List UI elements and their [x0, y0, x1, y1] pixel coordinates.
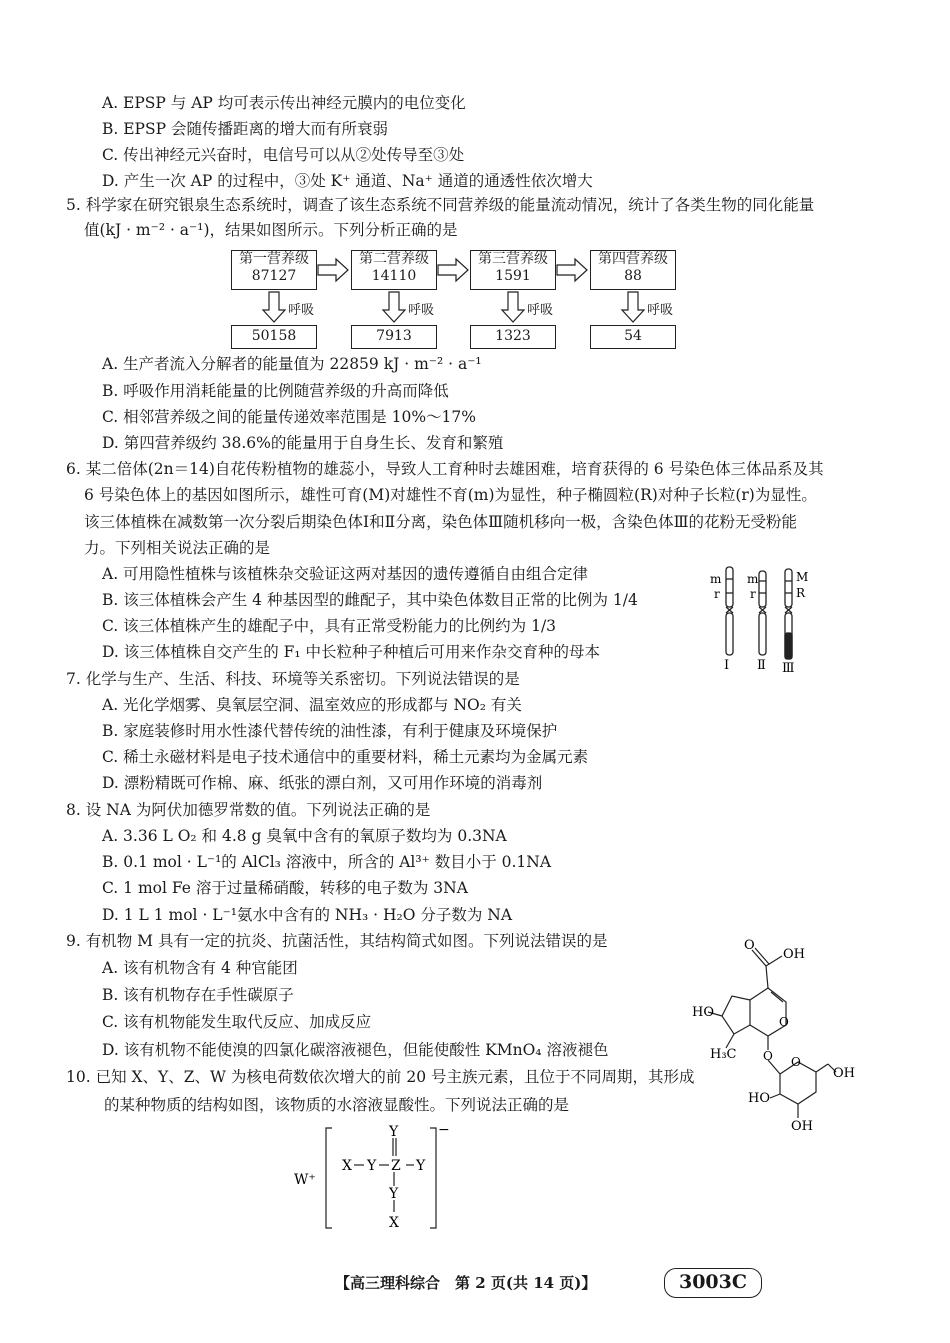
struct-ho-sugar: HO [748, 1091, 770, 1106]
q9-option-b: B. 该有机物存在手性碳原子 [102, 986, 294, 1004]
q5-option-b: B. 呼吸作用消耗能量的比例随营养级的升高而降低 [102, 382, 449, 400]
flow-arrow-3 [557, 259, 587, 281]
struct-h3c: H₃C [710, 1047, 737, 1062]
struct-oh-carboxyl: OH [783, 947, 805, 962]
flow-arrow-1 [318, 259, 348, 281]
resp-arrow-3 [502, 292, 524, 322]
gene-m-label-1: m [710, 572, 722, 586]
q6-option-d: D. 该三体植株自交产生的 F₁ 中长粒种子种植后可用来作杂交育种的母本 [102, 643, 601, 661]
level-3-box: 第三营养级 1591 [470, 250, 556, 290]
q4-option-d: D. 产生一次 AP 的过程中，③处 K⁺ 通道、Na⁺ 通道的通透性依次增大 [102, 172, 593, 190]
q9-stem: 9. 有机物 M 具有一定的抗炎、抗菌活性，其结构简式如图。下列说法错误的是 [66, 932, 608, 950]
q5-option-d: D. 第四营养级约 38.6%的能量用于自身生长、发育和繁殖 [102, 434, 504, 452]
struct-oh-bottom: OH [791, 1119, 813, 1134]
struct-o-sugar: O [791, 1055, 801, 1069]
level-1-box: 第一营养级 87127 [231, 250, 317, 290]
level-4-box: 第四营养级 88 [590, 250, 676, 290]
atom-x-bottom: X [389, 1215, 399, 1231]
q4-option-c: C. 传出神经元兴奋时，电信号可以从②处传导至③处 [102, 146, 465, 164]
gene-m-label-2: m [747, 572, 759, 586]
q8-option-c: C. 1 mol Fe 溶于过量稀硝酸，转移的电子数为 3NA [102, 879, 468, 897]
q5-option-a: A. 生产者流入分解者的能量值为 22859 kJ · m⁻² · a⁻¹ [102, 355, 482, 373]
q8-option-d: D. 1 L 1 mol · L⁻¹氨水中含有的 NH₃ · H₂O 分子数为 NA [102, 906, 513, 924]
struct-oh-ch2: OH [833, 1066, 855, 1081]
chromosome-1 [726, 567, 733, 655]
gene-R-label: R [796, 586, 806, 600]
level-2-box: 第二营养级 14110 [351, 250, 437, 290]
energy-flow-arrows [0, 0, 950, 360]
struct-o-glyco: O [763, 1049, 773, 1063]
resp-label-1: 呼吸 [288, 303, 315, 318]
resp-value-4: 54 [590, 325, 676, 349]
page-footer: 【高三理科综合 第 2 页(共 14 页)】 [335, 1274, 597, 1292]
atom-z: Z [391, 1158, 401, 1174]
chromosome-figure [676, 555, 846, 675]
resp-label-4: 呼吸 [647, 303, 674, 318]
gene-r-label-1: r [714, 587, 720, 601]
chromosome-3 [785, 569, 792, 659]
q4-option-b: B. EPSP 会随传播距离的增大而有所衰弱 [102, 120, 388, 138]
q8-option-a: A. 3.36 L O₂ 和 4.8 g 臭氧中含有的氧原子数均为 0.3NA [102, 827, 507, 845]
resp-arrow-1 [263, 292, 285, 322]
chromosome-2-label: Ⅱ [757, 658, 766, 673]
q6-stem-cont-3: 力。下列相关说法正确的是 [84, 539, 271, 557]
q8-stem: 8. 设 NA 为阿伏加德罗常数的值。下列说法正确的是 [66, 801, 431, 819]
atom-y-bottom: Y [389, 1186, 399, 1202]
resp-value-3: 1323 [470, 325, 556, 349]
q5-stem-cont: 值(kJ · m⁻² · a⁻¹)，结果如图所示。下列分析正确的是 [84, 221, 458, 239]
chromosome-3-label: Ⅲ [782, 661, 795, 675]
q8-option-b: B. 0.1 mol · L⁻¹的 AlCl₃ 溶液中，所含的 Al³⁺ 数目小于 0.1NA [102, 853, 552, 871]
q9-option-d: D. 该有机物不能使溴的四氯化碳溶液褪色，但能使酸性 KMnO₄ 溶液褪色 [102, 1041, 609, 1059]
ion-structure [290, 1120, 470, 1235]
resp-value-1: 50158 [231, 325, 317, 349]
q7-option-a: A. 光化学烟雾、臭氧层空洞、温室效应的形成都与 NO₂ 有关 [102, 696, 522, 714]
q7-stem: 7. 化学与生产、生活、科技、环境等关系密切。下列说法错误的是 [66, 670, 520, 688]
gene-r-label-2: r [750, 587, 756, 601]
resp-arrow-2 [383, 292, 405, 322]
exam-code: 3003C [664, 1268, 762, 1298]
resp-value-2: 7913 [351, 325, 437, 349]
q7-option-b: B. 家庭装修时用水性漆代替传统的油性漆，有利于健康及环境保护 [102, 722, 558, 740]
ion-charge: − [438, 1122, 450, 1138]
struct-o-carbonyl: O [744, 938, 755, 953]
q6-option-a: A. 可用隐性植株与该植株杂交验证这两对基因的遗传遵循自由组合定律 [102, 565, 589, 583]
atom-y-left: Y [367, 1158, 377, 1174]
chromosome-2 [759, 571, 766, 655]
q4-option-a: A. EPSP 与 AP 均可表示传出神经元膜内的电位变化 [102, 94, 466, 112]
struct-ho-left: HO [692, 1005, 714, 1020]
q6-option-c: C. 该三体植株产生的雄配子中，具有正常受粉能力的比例约为 1/3 [102, 617, 557, 635]
gene-M-label: M [796, 570, 809, 584]
q5-option-c: C. 相邻营养级之间的能量传递效率范围是 10%～17% [102, 408, 476, 426]
q6-stem: 6. 某二倍体(2n＝14)自花传粉植物的雄蕊小，导致人工育种时去雄困难，培育获得的 6 号染色体三体品系及其 [66, 460, 824, 478]
q9-option-c: C. 该有机物能发生取代反应、加成反应 [102, 1013, 372, 1031]
chromosome-1-label: Ⅰ [724, 658, 730, 673]
molecule-structure [688, 930, 858, 1135]
q10-stem-cont: 的某种物质的结构如图，该物质的水溶液显酸性。下列说法正确的是 [104, 1096, 570, 1114]
q7-option-c: C. 稀土永磁材料是电子技术通信中的重要材料，稀土元素均为金属元素 [102, 748, 589, 766]
atom-x-left: X [342, 1158, 352, 1174]
flow-arrow-2 [438, 259, 468, 281]
q5-stem: 5. 科学家在研究银泉生态系统时，调查了该生态系统不同营养级的能量流动情况，统计了各类生物的同化能量 [66, 196, 815, 214]
resp-arrow-4 [622, 292, 644, 322]
q6-stem-cont-2: 该三体植株在减数第一次分裂后期染色体Ⅰ和Ⅱ分离，染色体Ⅲ随机移向一极，含染色体Ⅲ的花粉无受粉能 [84, 513, 798, 531]
atom-y-right: Y [416, 1158, 426, 1174]
struct-o-ring: O [779, 1015, 789, 1029]
q9-option-a: A. 该有机物含有 4 种官能团 [102, 959, 298, 977]
q6-option-b: B. 该三体植株会产生 4 种基因型的雌配子，其中染色体数目正常的比例为 1/4 [102, 591, 638, 609]
q10-stem: 10. 已知 X、Y、Z、W 为核电荷数依次增大的前 20 号主族元素，且位于不同周期，其形成 [66, 1068, 695, 1086]
q6-stem-cont-1: 6 号染色体上的基因如图所示，雄性可育(M)对雄性不育(m)为显性，种子椭圆粒(R)对种子长粒(r)为显性。 [84, 486, 817, 504]
atom-w: W⁺ [294, 1172, 316, 1188]
resp-label-2: 呼吸 [408, 303, 435, 318]
resp-label-3: 呼吸 [527, 303, 554, 318]
atom-y-top: Y [389, 1124, 399, 1140]
q7-option-d: D. 漂粉精既可作棉、麻、纸张的漂白剂，又可用作环境的消毒剂 [102, 774, 543, 792]
